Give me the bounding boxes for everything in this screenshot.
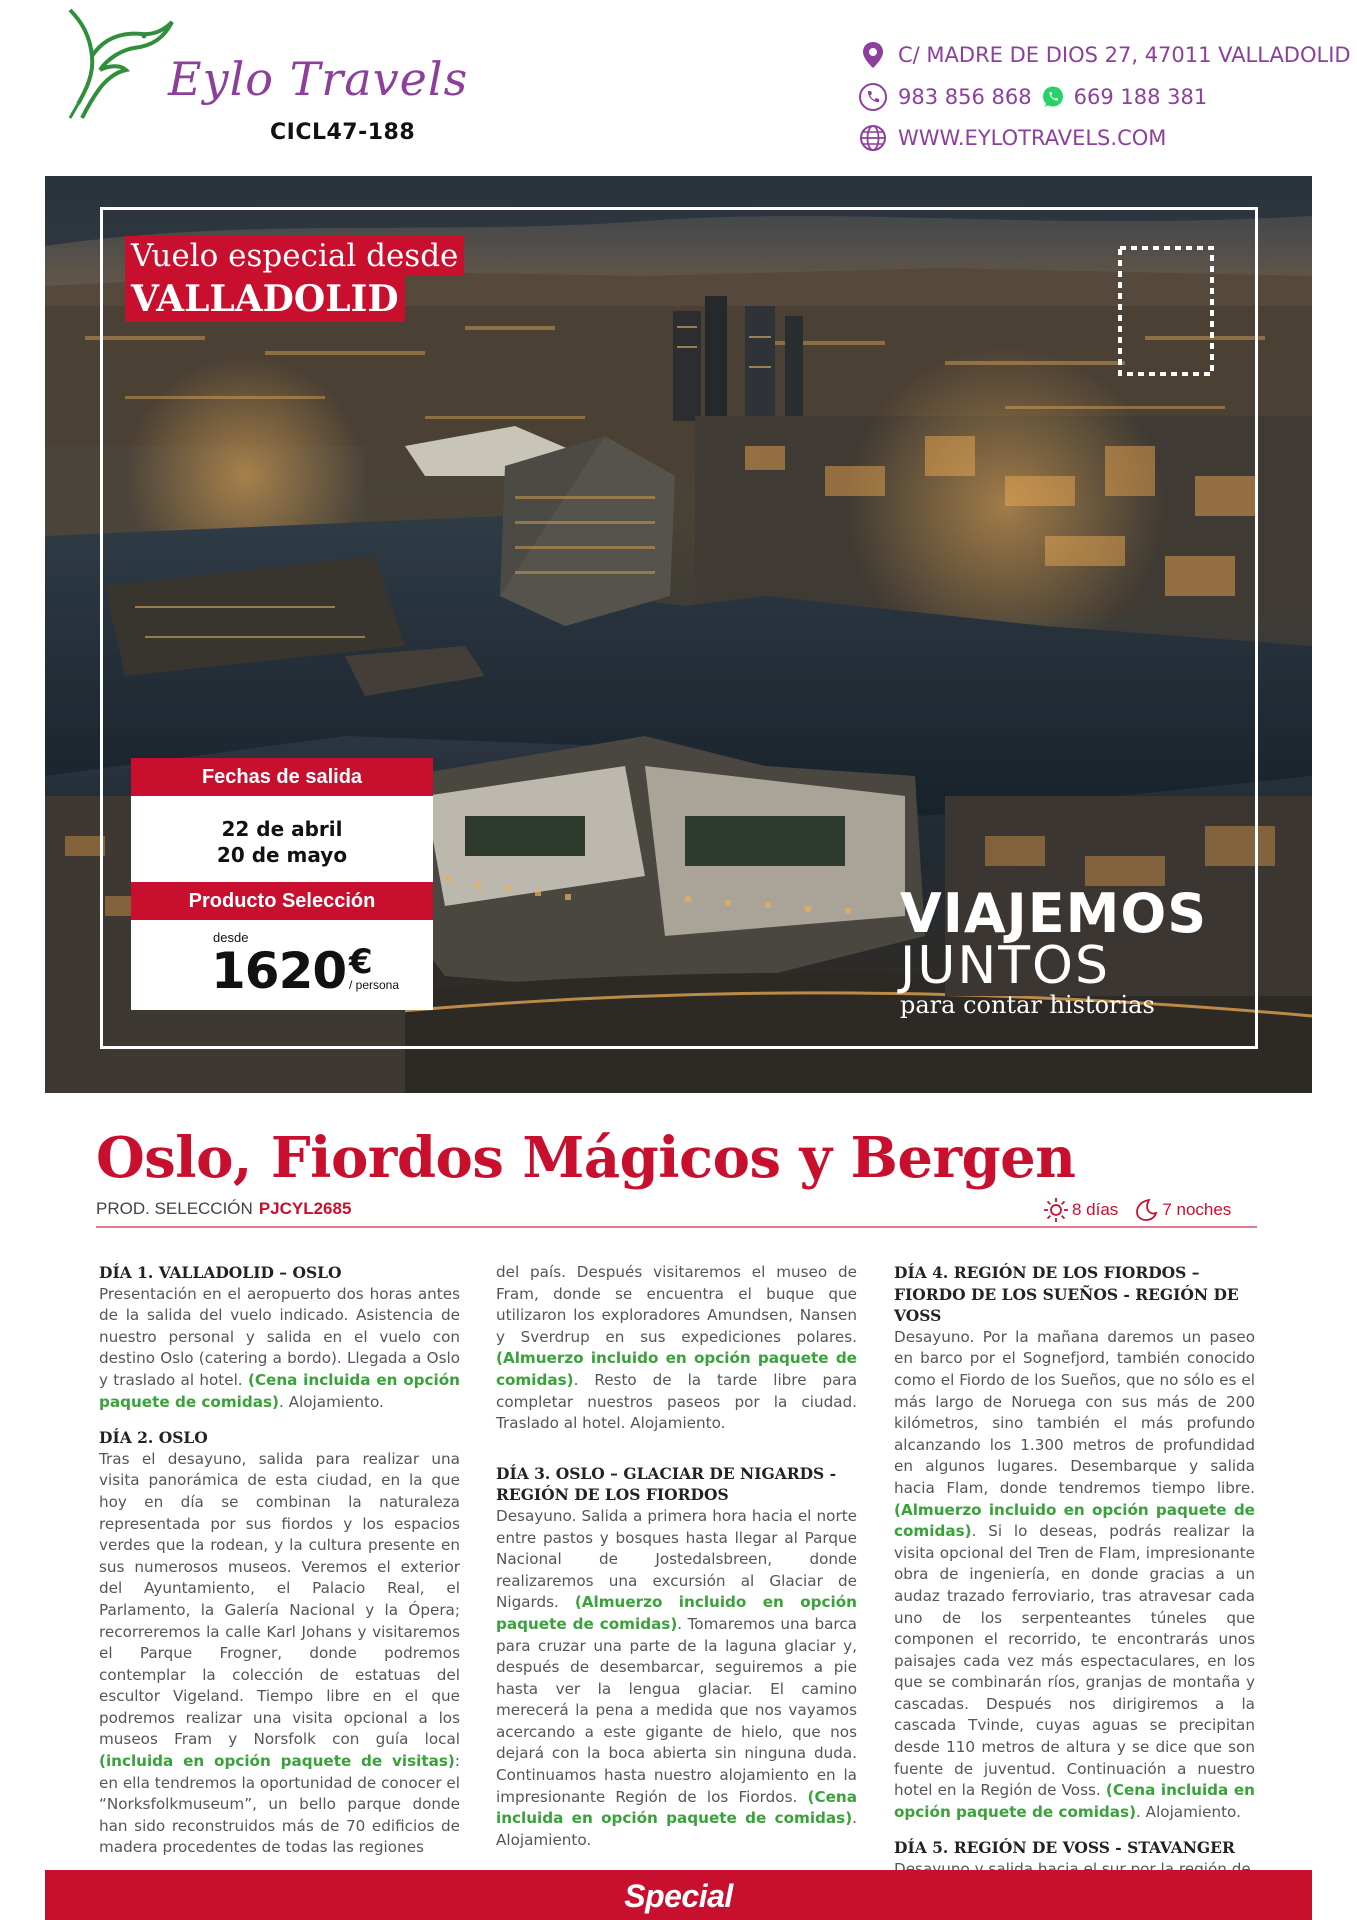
spacer — [496, 1449, 857, 1463]
product-code-line — [96, 1199, 351, 1219]
day-3-heading: DÍA 3. OSLO – GLACIAR DE NIGARDS - REGIÓN DE LOS FIORDOS — [496, 1463, 837, 1505]
day-5-heading: DÍA 5. REGIÓN DE VOSS - STAVANGER — [894, 1838, 1235, 1858]
day-1-heading: DÍA 1. VALLADOLID – OSLO — [99, 1263, 342, 1282]
day-4-body: Desayuno. Por la mañana daremos un paseo en barco por el Sognefjord, también conocido como el Fiordo de los Sueños, que no sólo es el más largo de Noruega con sus más de 200 kilómetros, sino también el más profundo alcanzando los 1.300 metros de profundidad en algunos lugares. Desembarque y salida hacia Flam, donde tendremos tiempo libre. — [894, 1327, 1255, 1497]
whatsapp-icon — [1040, 84, 1066, 110]
itinerary-column-2 — [496, 1262, 857, 1851]
day-4-dinner-note: (Cena incluida en opción paquete de comidas) — [894, 1781, 1255, 1821]
hero-photo — [45, 176, 1312, 1093]
day-4-body-cont: . Si lo deseas, podrás realizar la visita opcional del Tren de Flam, impresionante obra de ingeniería, en donde gracias a un audaz trazado ferroviario, tras atravesar cada uno de los serpenteantes túneles que componen el recorrido, te encontrarás unos paisajes cada vez más espectaculares, en los que se combinarán ríos, granjas de montaña y cascadas. Después nos dirigiremos a la cascada Tvinde, cuyas aguas se precipitan desde 110 metros de altura y se dice que son fuente de juventud. Continuación a nuestro hotel en la Región de Voss. — [894, 1522, 1255, 1800]
day-3-body-cont: . Tomaremos una barca para cruzar una parte de la laguna glaciar y, después de desembarcar, seguiremos a pie hasta ver la lengua glaciar. El camino merecerá la pena a medida que nos vayamos acercando a este gigante de hielo, que nos dejará con la boca abierta sin ninguna duda. Continuamos hasta nuestro alojamiento en la impresionante Región de los Fiordos. — [496, 1614, 857, 1806]
day-3-body: Desayuno. Salida a primera hora hacia el norte entre pastos y bosques hasta llegar al Parque Nacional de Jostedalsbreen, donde realizaremos una excursión al Glaciar de Nigards. — [496, 1506, 857, 1612]
day-2-meal-note: (Almuerzo incluido en opción paquete de comidas) — [496, 1349, 857, 1389]
day-2-body-end: . Resto de la tarde libre para completar nuestros paseos por la ciudad. Traslado al hotel. Alojamiento. — [496, 1370, 857, 1433]
day-3-body-end: . Alojamiento. — [496, 1809, 857, 1849]
itinerary-column-3 — [894, 1262, 1255, 1881]
day-4-heading: DÍA 4. REGIÓN DE LOS FIORDOS – FIORDO DE LOS SUEÑOS - REGIÓN DE VOSS — [894, 1263, 1239, 1326]
flight-banner-city: VALLADOLID — [125, 276, 405, 322]
slogan-line2: JUNTOS — [900, 936, 1110, 996]
day-4-body-end: . Alojamiento. — [1136, 1802, 1241, 1821]
day-1-body-end: . Alojamiento. — [278, 1392, 384, 1411]
location-pin-icon — [856, 38, 890, 72]
day-4-text — [894, 1327, 1255, 1824]
website-row — [856, 121, 1166, 155]
dates-title: Fechas de salida — [131, 758, 433, 796]
hummingbird-icon — [64, 8, 174, 128]
product-code-label: PROD. SELECCIÓN — [96, 1199, 253, 1218]
day-3-dinner-note: (Cena incluida en opción paquete de comidas) — [496, 1787, 857, 1828]
slogan-line1: VIAJEMOS — [900, 882, 1208, 945]
title-divider — [96, 1226, 1257, 1228]
slogan-line3: para contar historias — [900, 991, 1155, 1019]
day-2-heading: DÍA 2. OSLO — [99, 1428, 208, 1448]
nights-count: 7 noches — [1162, 1200, 1232, 1219]
license-code: CICL47-188 — [270, 120, 416, 145]
day-2-body: Tras el desayuno, salida para realizar una visita panorámica de esta ciudad, en la que hoy en día se combinan la naturaleza representada por sus fiordos y los espacios verdes que la rodean, y la cultura presente en sus numerosos museos. Veremos el exterior del Ayuntamiento, el Palacio Real, el Parlamento, la Galería Nacional y la Ópera; recorreremos la calle Karl Johans y visitaremos el Parque Frogner, donde podremos contemplar la colección de estatuas del escultor Vigeland. Tiempo libre en el que podremos realizar una visita opcional a los museos Fram y Norsfolk con guía local — [99, 1449, 460, 1749]
globe-icon — [856, 121, 890, 155]
sun-icon — [1042, 1196, 1070, 1224]
day-3-text — [496, 1506, 857, 1852]
phone-number[interactable]: 983 856 868 — [898, 85, 1032, 109]
price-currency: € — [349, 942, 373, 982]
price-suffix: / persona — [349, 978, 400, 992]
day-2-visit-note: (incluida en opción paquete de visitas) — [99, 1752, 455, 1771]
departure-date: 20 de mayo — [216, 843, 348, 867]
departure-dates-box — [131, 758, 433, 1010]
address-row — [856, 38, 1351, 72]
day-3-lunch-note: (Almuerzo incluido en opción paquete de comidas) — [496, 1593, 857, 1633]
phone-row — [856, 80, 1207, 114]
address-text: C/ MADRE DE DIOS 27, 47011 VALLADOLID — [898, 43, 1351, 67]
whatsapp-number[interactable]: 669 188 381 — [1073, 85, 1208, 109]
postage-stamp-icon — [1116, 244, 1216, 378]
price-prefix: desde — [213, 930, 249, 945]
website-link[interactable]: WWW.EYLOTRAVELS.COM — [898, 126, 1167, 150]
day-1-text — [99, 1284, 460, 1414]
trip-duration — [1042, 1196, 1231, 1224]
brand-name: Eylo Travels — [168, 52, 469, 106]
dates-list — [131, 796, 433, 882]
day-1-body: Presentación en el aeropuerto dos horas antes de la salida del vuelo indicado. Asistencia de nuestro personal y salida en el vuelo con destino Oslo (catering a bordo). Llegada a Oslo y traslado al hotel. — [99, 1284, 460, 1389]
day-2-text-cont — [496, 1262, 857, 1435]
price-value: 1620 — [211, 942, 347, 1000]
price-block — [131, 920, 433, 1010]
trip-title: Oslo, Fiordos Mágicos y Bergen — [96, 1125, 1076, 1191]
day-2-text — [99, 1449, 460, 1859]
product-label: Producto Selección — [131, 882, 433, 920]
moon-icon — [1132, 1196, 1160, 1224]
days-count: 8 días — [1072, 1200, 1119, 1219]
departure-date: 22 de abril — [221, 817, 343, 841]
brand-logo — [64, 8, 469, 145]
product-code: PJCYL2685 — [258, 1199, 352, 1218]
itinerary-column-1 — [99, 1262, 460, 1859]
day-1-meal-note: (Cena incluida en opción paquete de comidas) — [99, 1370, 460, 1411]
flight-banner — [125, 236, 464, 322]
day-4-lunch-note: (Almuerzo incluido en opción paquete de comidas) — [894, 1500, 1255, 1541]
footer-brand: Special — [624, 1878, 733, 1914]
footer-bar — [45, 1870, 1312, 1920]
day-2-body-cont: : en ella tendremos la oportunidad de conocer el “Norksfolkmuseum”, un bello parque donde han sido reconstruidos más de 70 edificios de madera procedentes de todas las regiones — [99, 1752, 460, 1857]
phone-icon — [856, 80, 890, 114]
day-2-body-col2: del país. Después visitaremos el museo de Fram, donde se encuentra el buque que utilizaron los exploradores Amundsen, Nansen y Sverdrup en sus expediciones polares. — [496, 1263, 857, 1346]
flight-banner-line1: Vuelo especial desde — [125, 236, 464, 276]
slogan — [900, 882, 1208, 1020]
